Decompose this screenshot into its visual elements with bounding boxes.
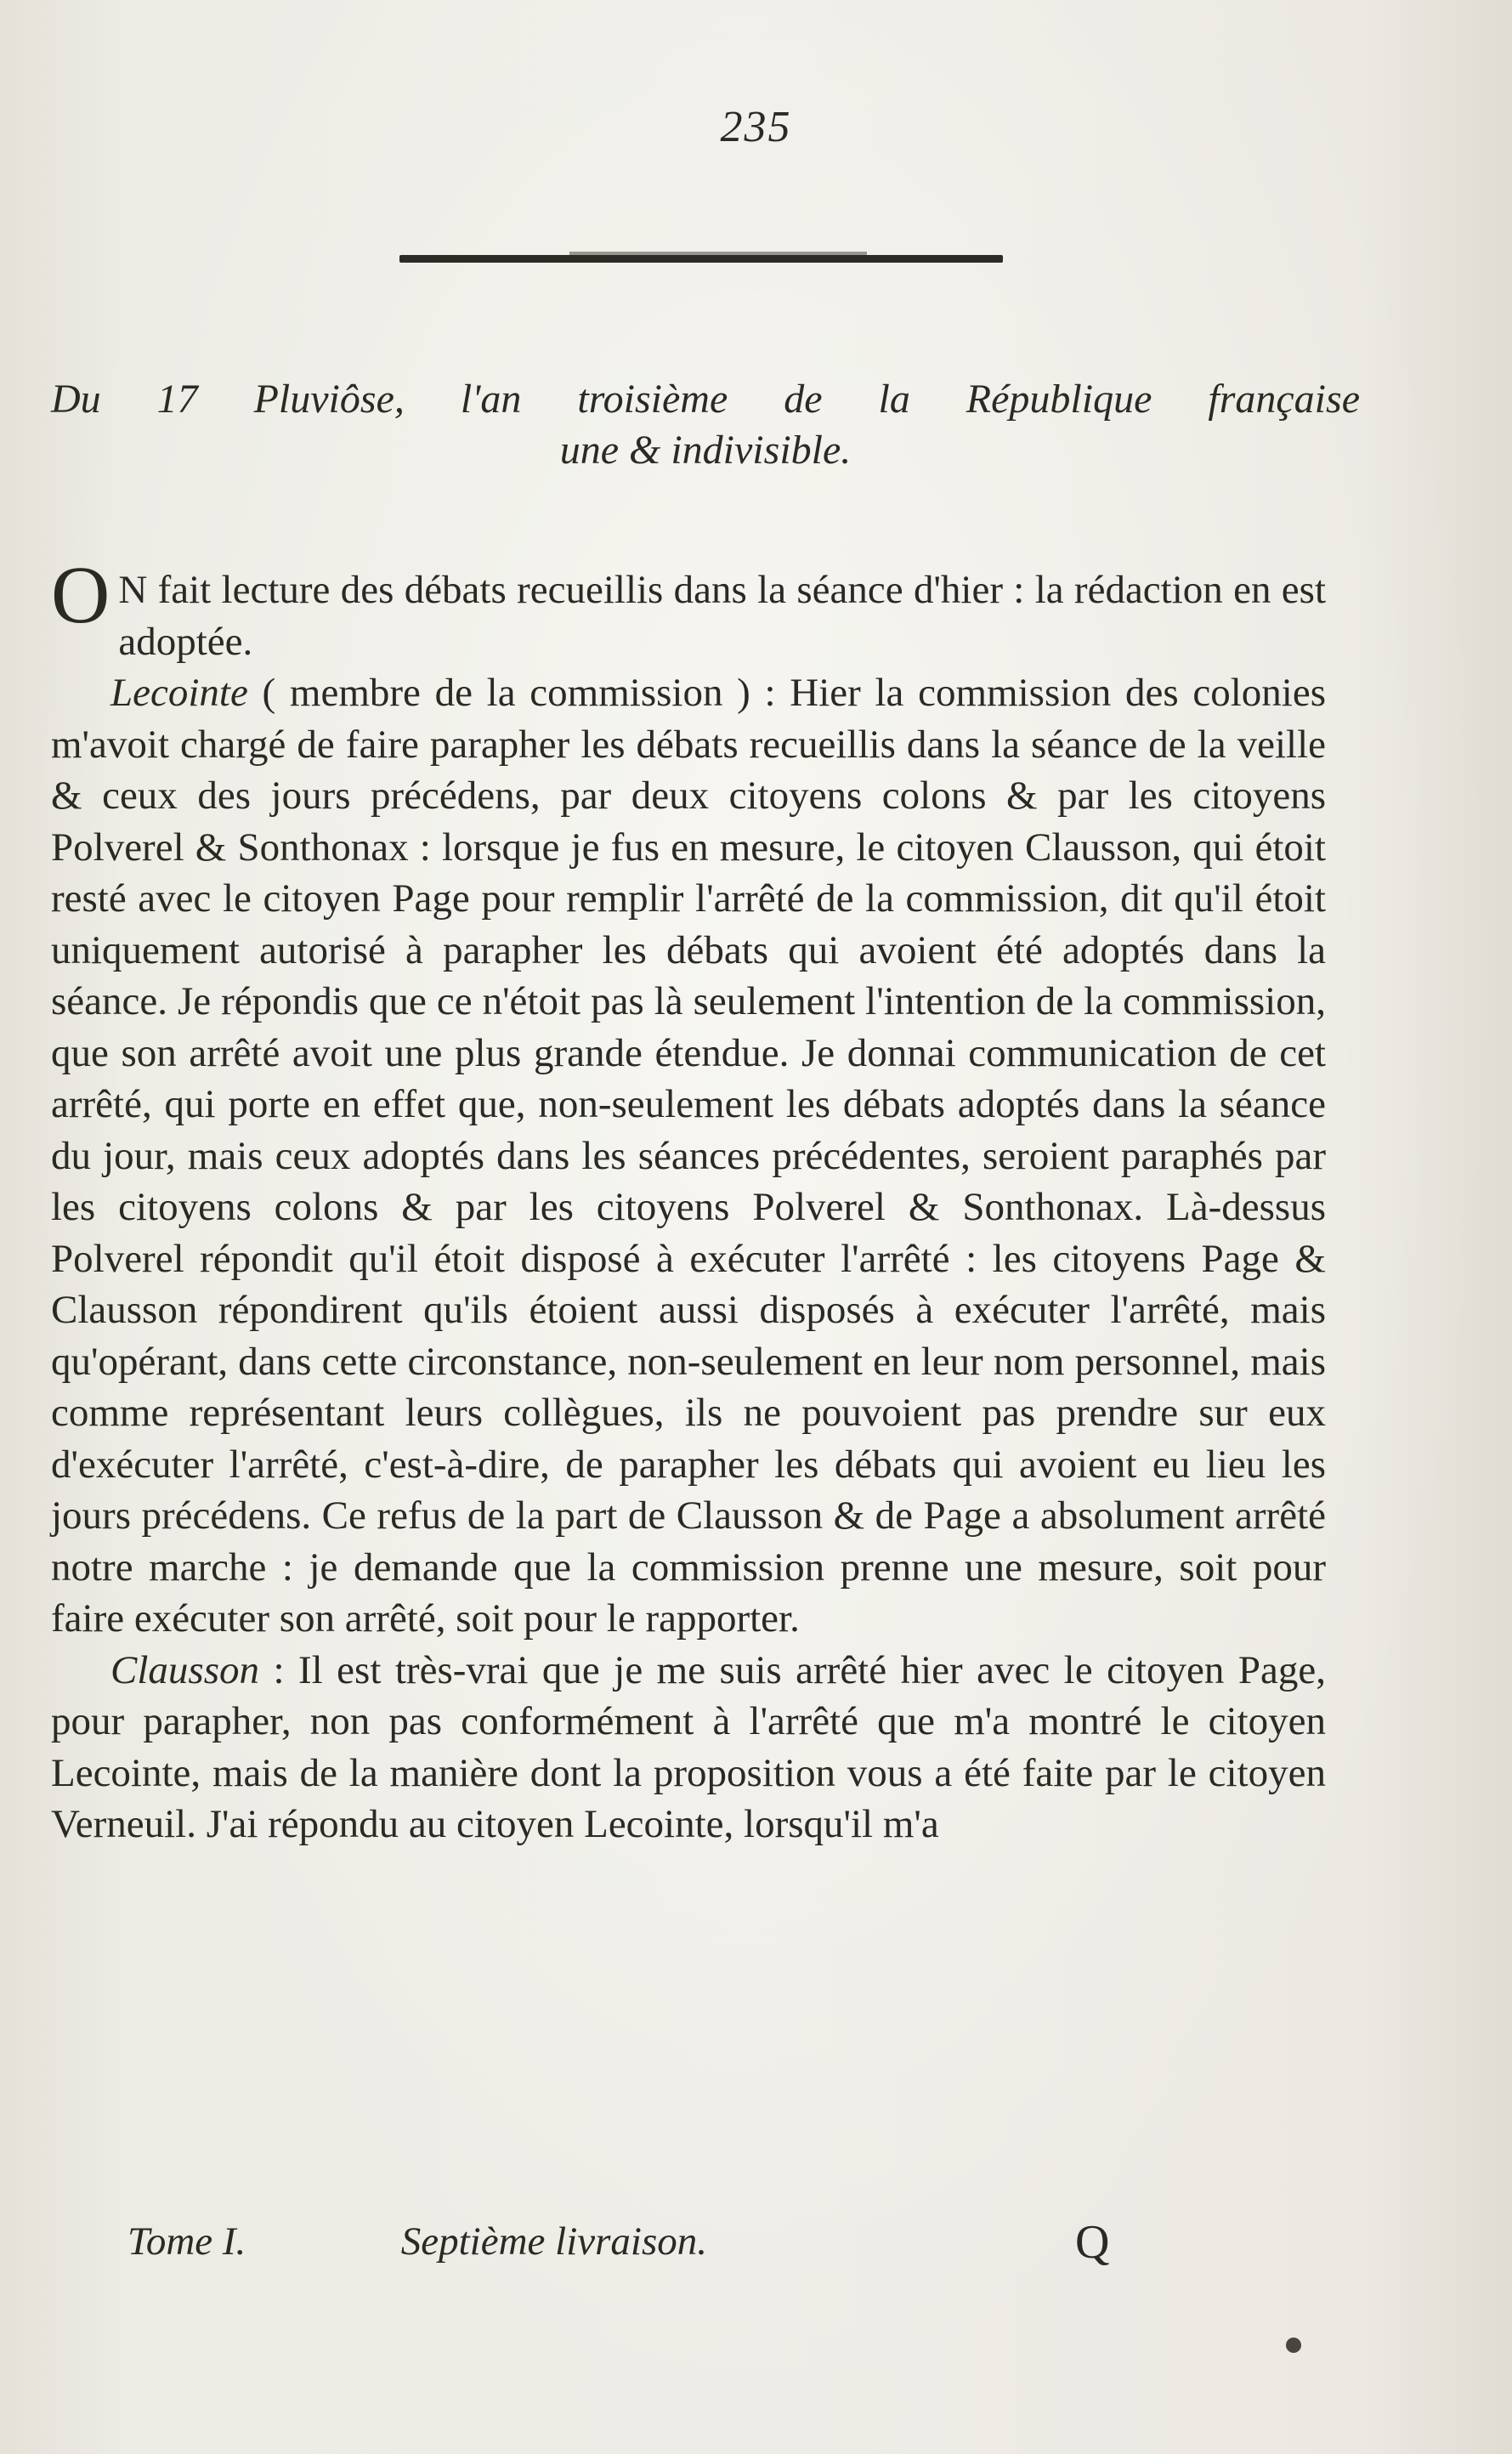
drop-cap: O bbox=[51, 549, 110, 640]
speaker-name: Lecointe bbox=[110, 671, 248, 715]
paragraph-clausson bbox=[51, 1645, 1326, 1850]
ink-speck bbox=[1286, 2338, 1301, 2353]
heading-line-2: une & indivisible. bbox=[559, 428, 852, 473]
header-rule bbox=[399, 255, 1003, 263]
signature-mark: Q bbox=[1075, 2216, 1110, 2269]
speaker-name: Clausson bbox=[110, 1647, 259, 1692]
volume-label: Tome I. bbox=[127, 2219, 246, 2264]
paragraph-text: ( membre de la commission ) : Hier la commission des colonies m'avoit chargé de faire parapher les débats recueillis dans la séance de la veille & ceux des jours précédens, par deux citoyens colons & par les citoyens Polverel & Sonthonax : lorsque je fus en mesure, le citoyen Clausson, qui étoit resté avec le citoyen Page pour remplir l'arrêté de la commission, dit qu'il étoit uniquement autorisé à parapher les débats qui avoient été adoptés dans la séance. Je répondis que ce n'étoit pas là seulement l'intention de la commission, que son arrêté avoit une plus grande étendue. Je donnai communication de cet arrêté, qui porte en effet que, non-seulement les débats adoptés dans la séance du jour, mais ceux adoptés dans les séances précédentes, seroient paraphés par les citoyens colons & par les citoyens Polverel & Sonthonax. Là-dessus Polverel répondit qu'il étoit disposé à exécuter l'arrêté : les citoyens Page & Clausson répondirent qu'ils étoient aussi disposés à exécuter l'arrêté, mais qu'opérant, dans cette circonstance, non-seulement en leur nom personnel, mais comme représentant leurs collègues, ils ne pouvoient pas prendre sur eux d'exécuter l'arrêté, c'est-à-dire, de parapher les débats qui avoient eu lieu les jours précédens. Ce refus de la part de Clausson & de Page a absolument arrêté notre marche : je demande que la commission prenne une mesure, soit pour faire exécuter son arrêté, soit pour le rapporter. bbox=[51, 671, 1326, 1641]
page-number: 235 bbox=[720, 103, 792, 151]
paragraph-lecointe bbox=[51, 667, 1326, 1645]
paragraph-text: : Il est très-vrai que je me suis arrêté hier avec le citoyen Page, pour parapher, non pas conformément à l'arrêté que m'a montré le citoyen Lecointe, mais de la manière dont la proposition vous a été faite par le citoyen Verneuil. J'ai répondu au citoyen Lecointe, lorsqu'il m'a bbox=[51, 1647, 1326, 1846]
issue-label: Septième livraison. bbox=[400, 2219, 708, 2264]
session-heading bbox=[51, 374, 1360, 476]
page-footer bbox=[127, 2219, 1147, 2264]
heading-line-1: Du 17 Pluviôse, l'an troisième de la République française bbox=[51, 377, 1360, 422]
body-text bbox=[51, 549, 1326, 1850]
paragraph-opening bbox=[51, 549, 1326, 667]
paragraph-text: N fait lecture des débats recueillis dans la séance d'hier : la rédaction en est adoptée. bbox=[118, 568, 1326, 664]
